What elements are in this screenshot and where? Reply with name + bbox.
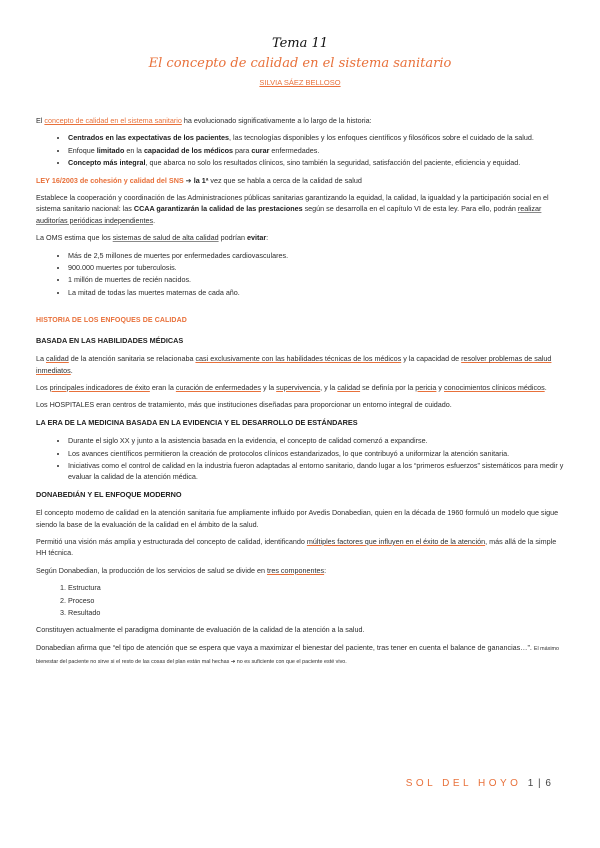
list-item: • 900.000 muertes por tuberculosis. <box>68 262 564 273</box>
donabedian-paragraph-3: Según Donabedian, la producción de los servicios de salud se divide en tres componentes: <box>36 565 327 575</box>
list-item: • Durante el siglo XX y junto a la asistencia basada en la evidencia, el concepto de calidad comenzó a expandirse. <box>68 435 564 446</box>
donabedian-paragraph-1: El concepto moderno de calidad en la atención sanitaria fue ampliamente influido por Avedis Donabedian, quien en la década de 1960 formuló un modelo que sigue siendo la base de la evaluación de la calidad en el ámbito de la salud. <box>36 508 559 529</box>
habilidades-paragraph-1: La calidad de la atención sanitaria se relacionaba casi exclusivamente con las habilidades técnicas de los médicos y la capacidad de resolver problemas de salud inmediatos. <box>36 354 552 375</box>
ley-name: LEY 16/2003 de cohesión y calidad del SNS <box>36 175 184 185</box>
list-item: • Concepto más integral, que abarca no solo los resultados clínicos, sino también la seguridad, satisfacción del paciente, eficiencia y equidad. <box>68 157 564 168</box>
list-item: • Iniciativas como el control de calidad en la industria fueron adaptadas al entorno sanitario, dando lugar a los “primeros esfuerzos” sistemáticos para medir y evaluar la calidad de la atención médica. <box>68 460 564 483</box>
footer-brand: SOL DEL HOYO <box>405 778 522 789</box>
evidencia-list <box>36 435 564 483</box>
donabedian-paragraph-2: Permitió una visión más amplia y estructurada del concepto de calidad, identificando múltiples factores que influyen en el éxito de la atención, más allá de la simple HH técnica. <box>36 536 557 558</box>
list-item: • 1 millón de muertes de recién nacidos. <box>68 274 564 285</box>
list-item: 2. Proceso <box>68 595 564 606</box>
intro-highlight: concepto de calidad en el sistema sanitario <box>44 116 182 125</box>
donabedian-heading: DONABEDIÁN Y EL ENFOQUE MODERNO <box>36 489 182 499</box>
ley-line: LEY 16/2003 de cohesión y calidad del SNS ➔ la 1ª vez que se habla a cerca de la calidad de salud <box>36 175 362 185</box>
page-title: Tema 11 <box>271 36 329 51</box>
donabedian-paragraph-4: Constituyen actualmente el paradigma dominante de evaluación de la calidad de la atención a la salud. <box>36 625 365 635</box>
donabedian-paragraph-5: Donabedian afirma que “el tipo de atención que se espera que vaya a maximizar el bienestar del paciente, tras tener en cuenta el balance de ganancias…”. El máximo bienestar del paciente no sirve si el resto de las cosas del plan están mal hechas ➔ no es suficiente con que el paciente esté vivo. <box>36 642 560 666</box>
intro-paragraph: El concepto de calidad en el sistema sanitario ha evolucionado significativamente a lo largo de la historia: <box>36 116 372 125</box>
list-item: 1. Estructura <box>68 582 564 593</box>
list-item: • Más de 2,5 millones de muertes por enfermedades cardiovasculares. <box>68 250 564 261</box>
document-body <box>36 115 564 675</box>
habilidades-paragraph-3: Los HOSPITALES eran centros de tratamiento, más que instituciones diseñadas para proporcionar un entorno integral de cuidado. <box>36 400 452 410</box>
author-name: SILVIA SÁEZ BELLOSO <box>259 78 341 87</box>
page-number: 1 | 6 <box>527 778 552 789</box>
components-list <box>36 582 564 618</box>
oms-list <box>36 250 564 299</box>
ley-description: Establece la cooperación y coordinación de las Administraciones públicas sanitarias garantizando la equidad, la calidad, la igualdad y la participación social en el sistema sanitario nacional: las CCAA garantizarán la calidad de las prestaciones según se desarrolla en el capítulo VI de esta ley. Para ello, podrán realizar auditorías periódicas independientes. <box>36 193 549 225</box>
page-subtitle: El concepto de calidad en el sistema sanitario <box>148 56 452 71</box>
list-item: • Enfoque limitado en la capacidad de los médicos para curar enfermedades. <box>68 145 564 156</box>
historia-heading: HISTORIA DE LOS ENFOQUES DE CALIDAD <box>36 317 187 325</box>
evidencia-heading: LA ERA DE LA MEDICINA BASADA EN LA EVIDENCIA Y EL DESARROLLO DE ESTÁNDARES <box>36 417 358 427</box>
list-item: • Centrados en las expectativas de los pacientes, las tecnologías disponibles y los enfoques científicos y filosóficos sobre el cuidado de la salud. <box>68 132 564 143</box>
habilidades-paragraph-2: Los principales indicadores de éxito eran la curación de enfermedades y la supervivencia, y la calidad se definía por la pericia y conocimientos clínicos médicos. <box>36 382 547 392</box>
list-item: 3. Resultado <box>68 607 564 618</box>
evolution-list <box>36 132 564 168</box>
page-footer <box>406 778 552 789</box>
list-item: • Los avances científicos permitieron la creación de protocolos clínicos estandarizados, lo que contribuyó a uniformizar la atención sanitaria. <box>68 448 564 459</box>
list-item: • La mitad de todas las muertes maternas de cada año. <box>68 287 564 298</box>
oms-paragraph: La OMS estima que los sistemas de salud de alta calidad podrían evitar: <box>36 233 269 243</box>
habilidades-heading: BASADA EN LAS HABILIDADES MÉDICAS <box>36 335 184 345</box>
small-note: El máximo bienestar del paciente no sirve si el resto de las cosas del plan están mal hechas ➔ no es suficiente con que el paciente esté vivo. <box>36 645 560 666</box>
